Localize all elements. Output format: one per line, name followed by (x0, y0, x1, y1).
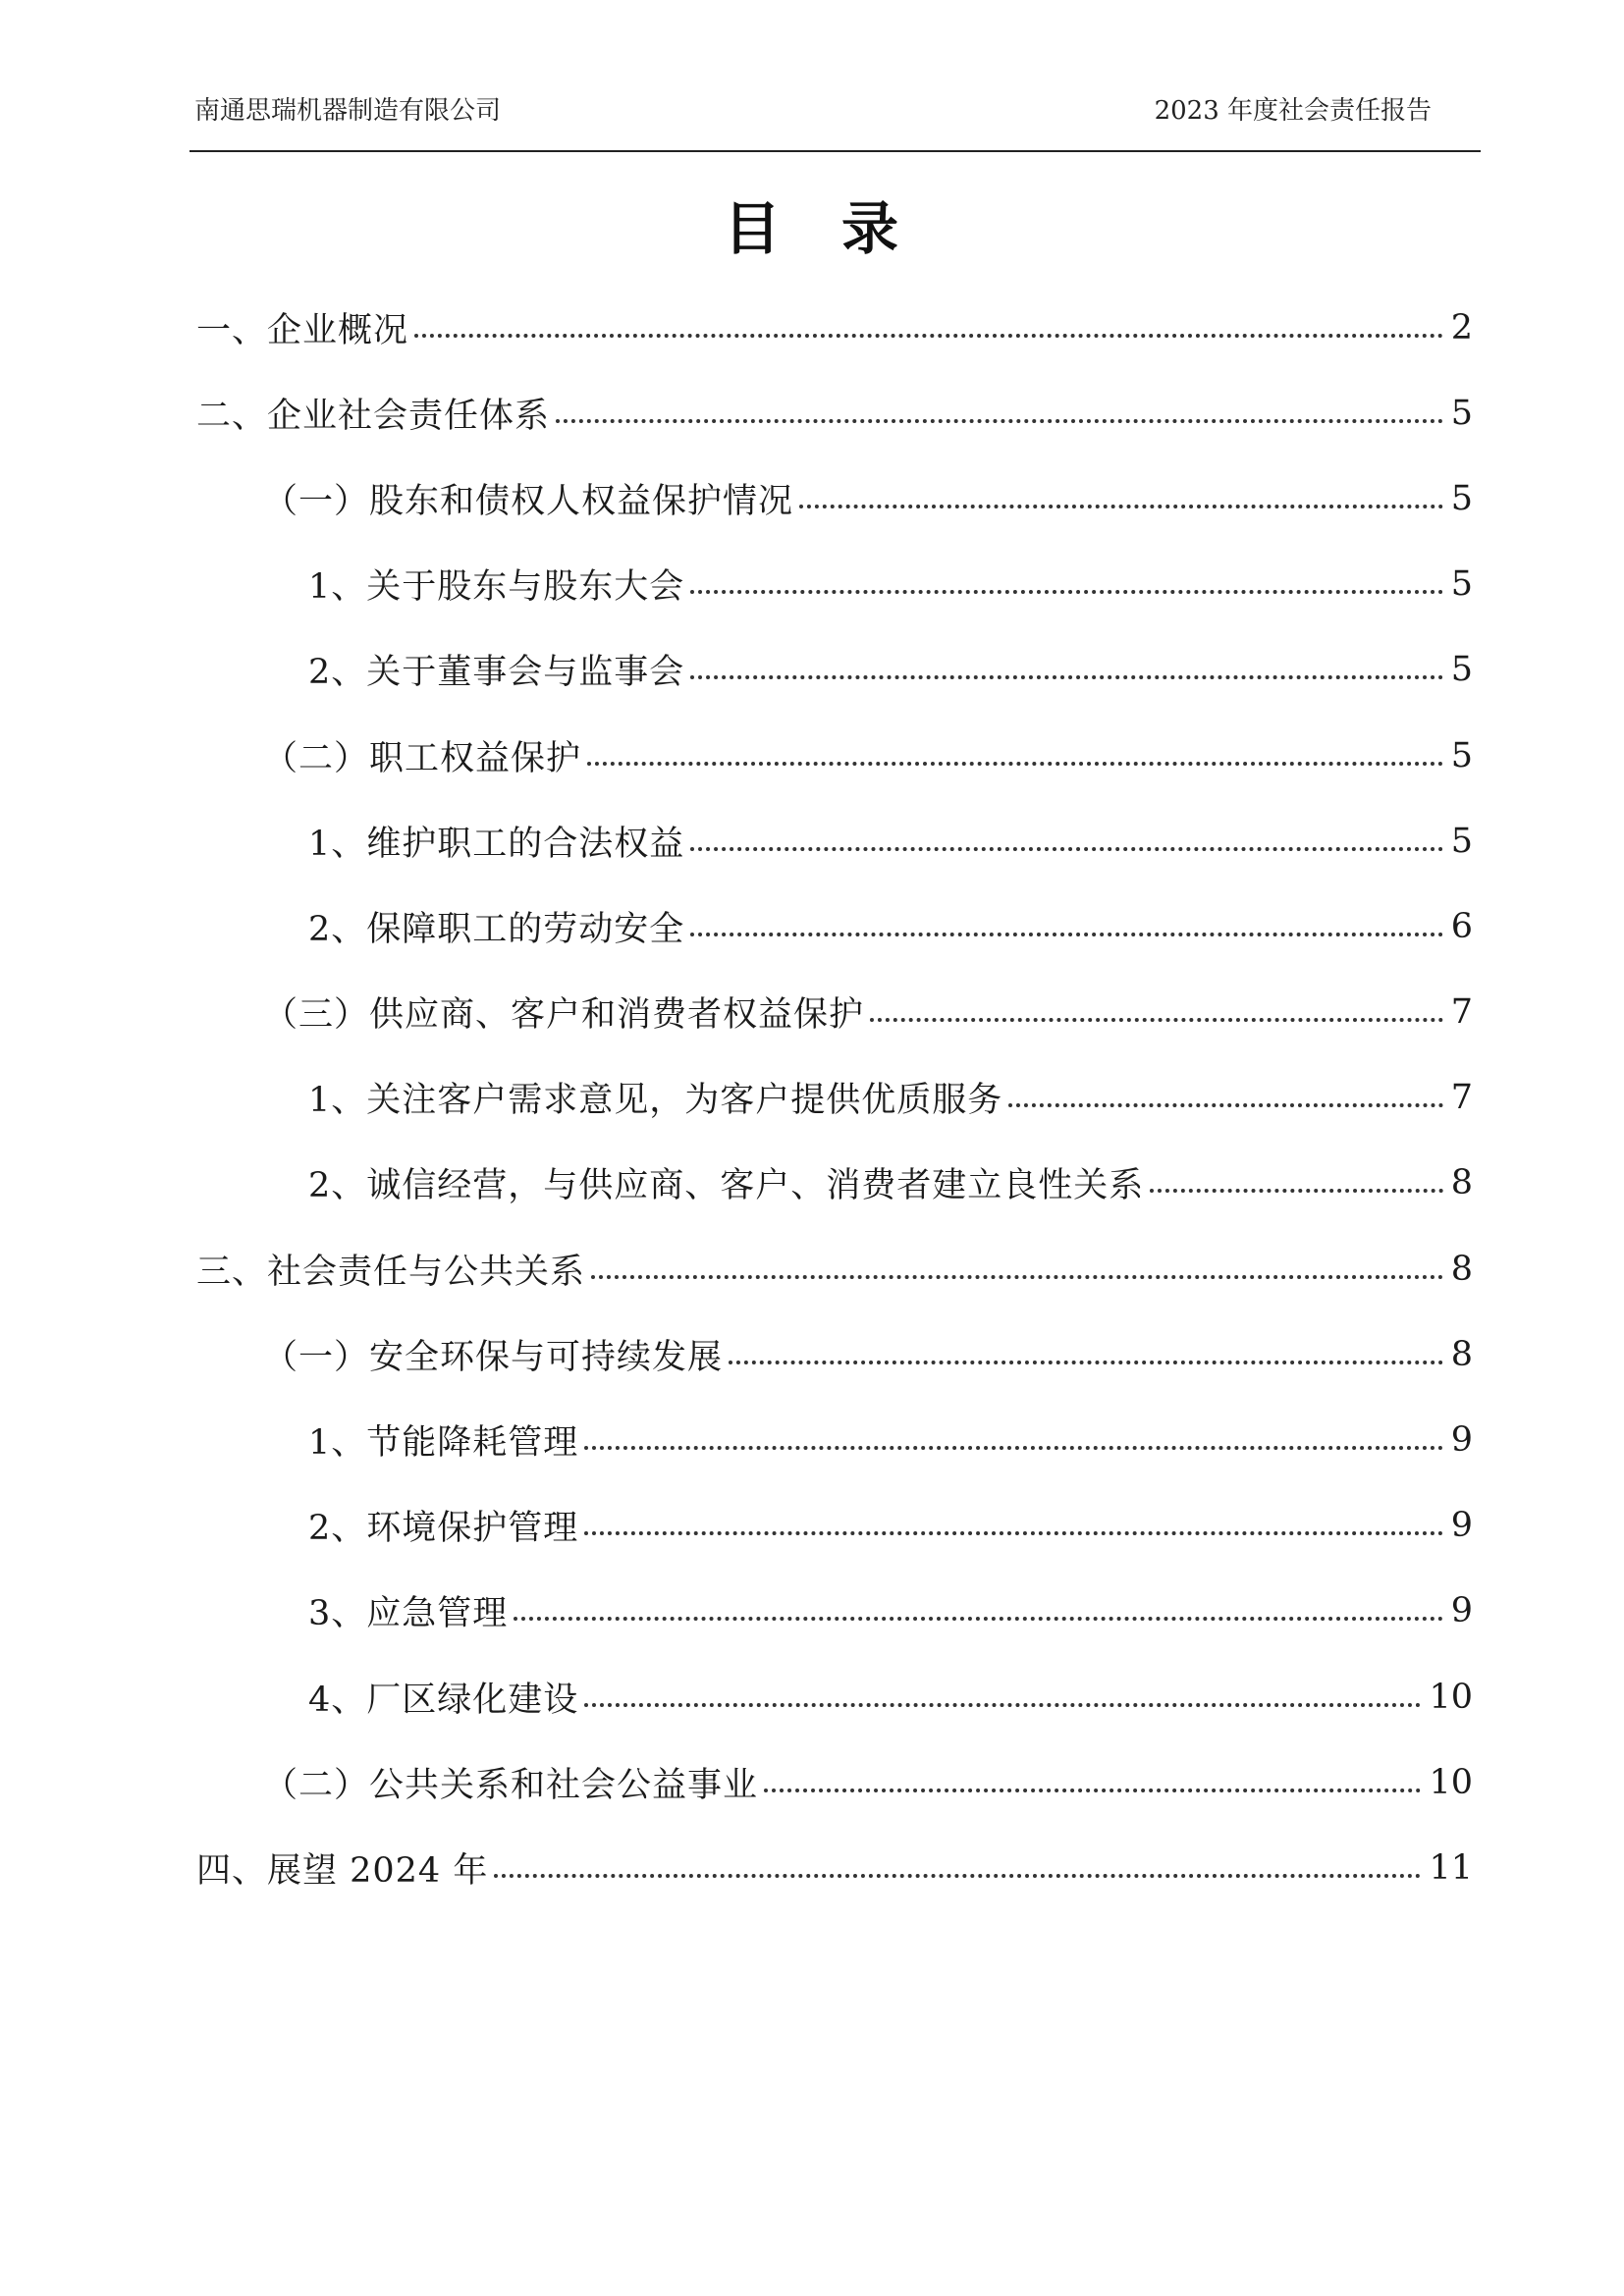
toc-entry[interactable] (196, 1483, 1473, 1569)
page-header (189, 93, 1481, 152)
toc-entry[interactable] (196, 1654, 1473, 1739)
toc-dot-leader (690, 675, 1442, 679)
toc-entry[interactable] (196, 1825, 1473, 1910)
toc-title: 目 录 (723, 195, 900, 262)
toc-dot-leader (494, 1874, 1421, 1878)
toc-dot-leader (584, 1446, 1442, 1450)
toc-page-number: 9 (1450, 1506, 1473, 1546)
toc-entry[interactable] (196, 455, 1473, 541)
header-report-title: 2023 年度社会责任报告 (1154, 96, 1432, 126)
toc-entry[interactable] (196, 542, 1473, 627)
toc-entry[interactable] (196, 1397, 1473, 1482)
toc-entry[interactable] (196, 798, 1473, 883)
toc-entry[interactable] (196, 713, 1473, 798)
toc-page-number: 5 (1450, 478, 1473, 518)
toc-dot-leader (584, 1703, 1421, 1707)
toc-entry-text: （一）安全环保与可持续发展 (263, 1337, 724, 1377)
toc-entry[interactable] (196, 970, 1473, 1055)
toc-dot-leader (690, 933, 1442, 936)
toc-page-number: 5 (1450, 821, 1473, 861)
toc-entry-text: 一、企业概况 (196, 310, 409, 350)
toc-dot-leader (556, 419, 1443, 423)
toc-page-number: 7 (1450, 992, 1473, 1033)
toc-page-number: 9 (1450, 1420, 1473, 1461)
toc-entry-text: （二）公共关系和社会公益事业 (263, 1765, 759, 1805)
toc-entry[interactable] (196, 1055, 1473, 1141)
toc-dot-leader (690, 590, 1442, 594)
toc-page-number: 10 (1429, 1677, 1473, 1717)
toc-page-number: 6 (1450, 906, 1473, 946)
toc-page-number: 11 (1429, 1847, 1473, 1888)
toc-entry-text: 1、节能降耗管理 (308, 1423, 579, 1464)
toc-entry[interactable] (196, 370, 1473, 455)
toc-page-number: 2 (1450, 307, 1473, 347)
toc-page-number: 5 (1450, 564, 1473, 605)
toc-dot-leader (870, 1018, 1443, 1022)
toc-entry-text: 4、厂区绿化建设 (308, 1680, 579, 1720)
toc-entry-text: 2、诚信经营，与供应商、客户、消费者建立良性关系 (308, 1166, 1145, 1206)
toc-dot-leader (591, 1275, 1443, 1279)
toc-entry-text: 2、关于董事会与监事会 (308, 653, 685, 693)
toc-dot-leader (690, 847, 1442, 851)
toc-entry-text: 2、环境保护管理 (308, 1509, 579, 1549)
toc-entry-text: 1、关于股东与股东大会 (308, 567, 685, 608)
toc-page-number: 5 (1450, 735, 1473, 775)
toc-entry-text: 四、展望 2024 年 (196, 1850, 489, 1891)
toc-entry[interactable] (196, 285, 1473, 370)
toc-entry-text: 三、社会责任与公共关系 (196, 1252, 586, 1292)
toc-entry[interactable] (196, 627, 1473, 713)
toc-entry[interactable] (196, 1739, 1473, 1825)
toc-dot-leader (799, 505, 1443, 508)
toc-entry-text: 2、保障职工的劳动安全 (308, 909, 685, 949)
toc-page-number: 5 (1450, 650, 1473, 690)
toc-page-number: 8 (1450, 1163, 1473, 1203)
toc-page-number: 7 (1450, 1078, 1473, 1118)
toc-dot-leader (1150, 1189, 1442, 1193)
toc-entry[interactable] (196, 1141, 1473, 1226)
toc-page-number: 8 (1450, 1249, 1473, 1289)
toc-dot-leader (729, 1361, 1443, 1364)
header-company-name: 南通思瑞机器制造有限公司 (194, 96, 502, 126)
toc-dot-leader (584, 1531, 1442, 1535)
toc-entry[interactable] (196, 1226, 1473, 1311)
toc-entry-text: 3、应急管理 (308, 1594, 509, 1634)
toc-page-number: 8 (1450, 1334, 1473, 1374)
toc-page-number: 9 (1450, 1591, 1473, 1631)
toc-entry-text: 1、维护职工的合法权益 (308, 824, 685, 864)
toc-dot-leader (1008, 1103, 1442, 1107)
toc-entry[interactable] (196, 883, 1473, 969)
toc-entry[interactable] (196, 1569, 1473, 1654)
toc-list (196, 285, 1473, 1911)
toc-entry-text: （三）供应商、客户和消费者权益保护 (263, 995, 865, 1036)
toc-page-number: 10 (1429, 1762, 1473, 1802)
toc-dot-leader (764, 1789, 1421, 1792)
toc-page-number: 5 (1450, 393, 1473, 433)
toc-entry[interactable] (196, 1311, 1473, 1397)
toc-dot-leader (514, 1617, 1442, 1621)
toc-entry-text: （一）股东和债权人权益保护情况 (263, 481, 794, 521)
toc-entry-text: 1、关注客户需求意见，为客户提供优质服务 (308, 1081, 1003, 1121)
toc-entry-text: （二）职工权益保护 (263, 738, 582, 778)
toc-dot-leader (414, 334, 1443, 338)
toc-dot-leader (587, 762, 1443, 766)
toc-entry-text: 二、企业社会责任体系 (196, 396, 551, 436)
